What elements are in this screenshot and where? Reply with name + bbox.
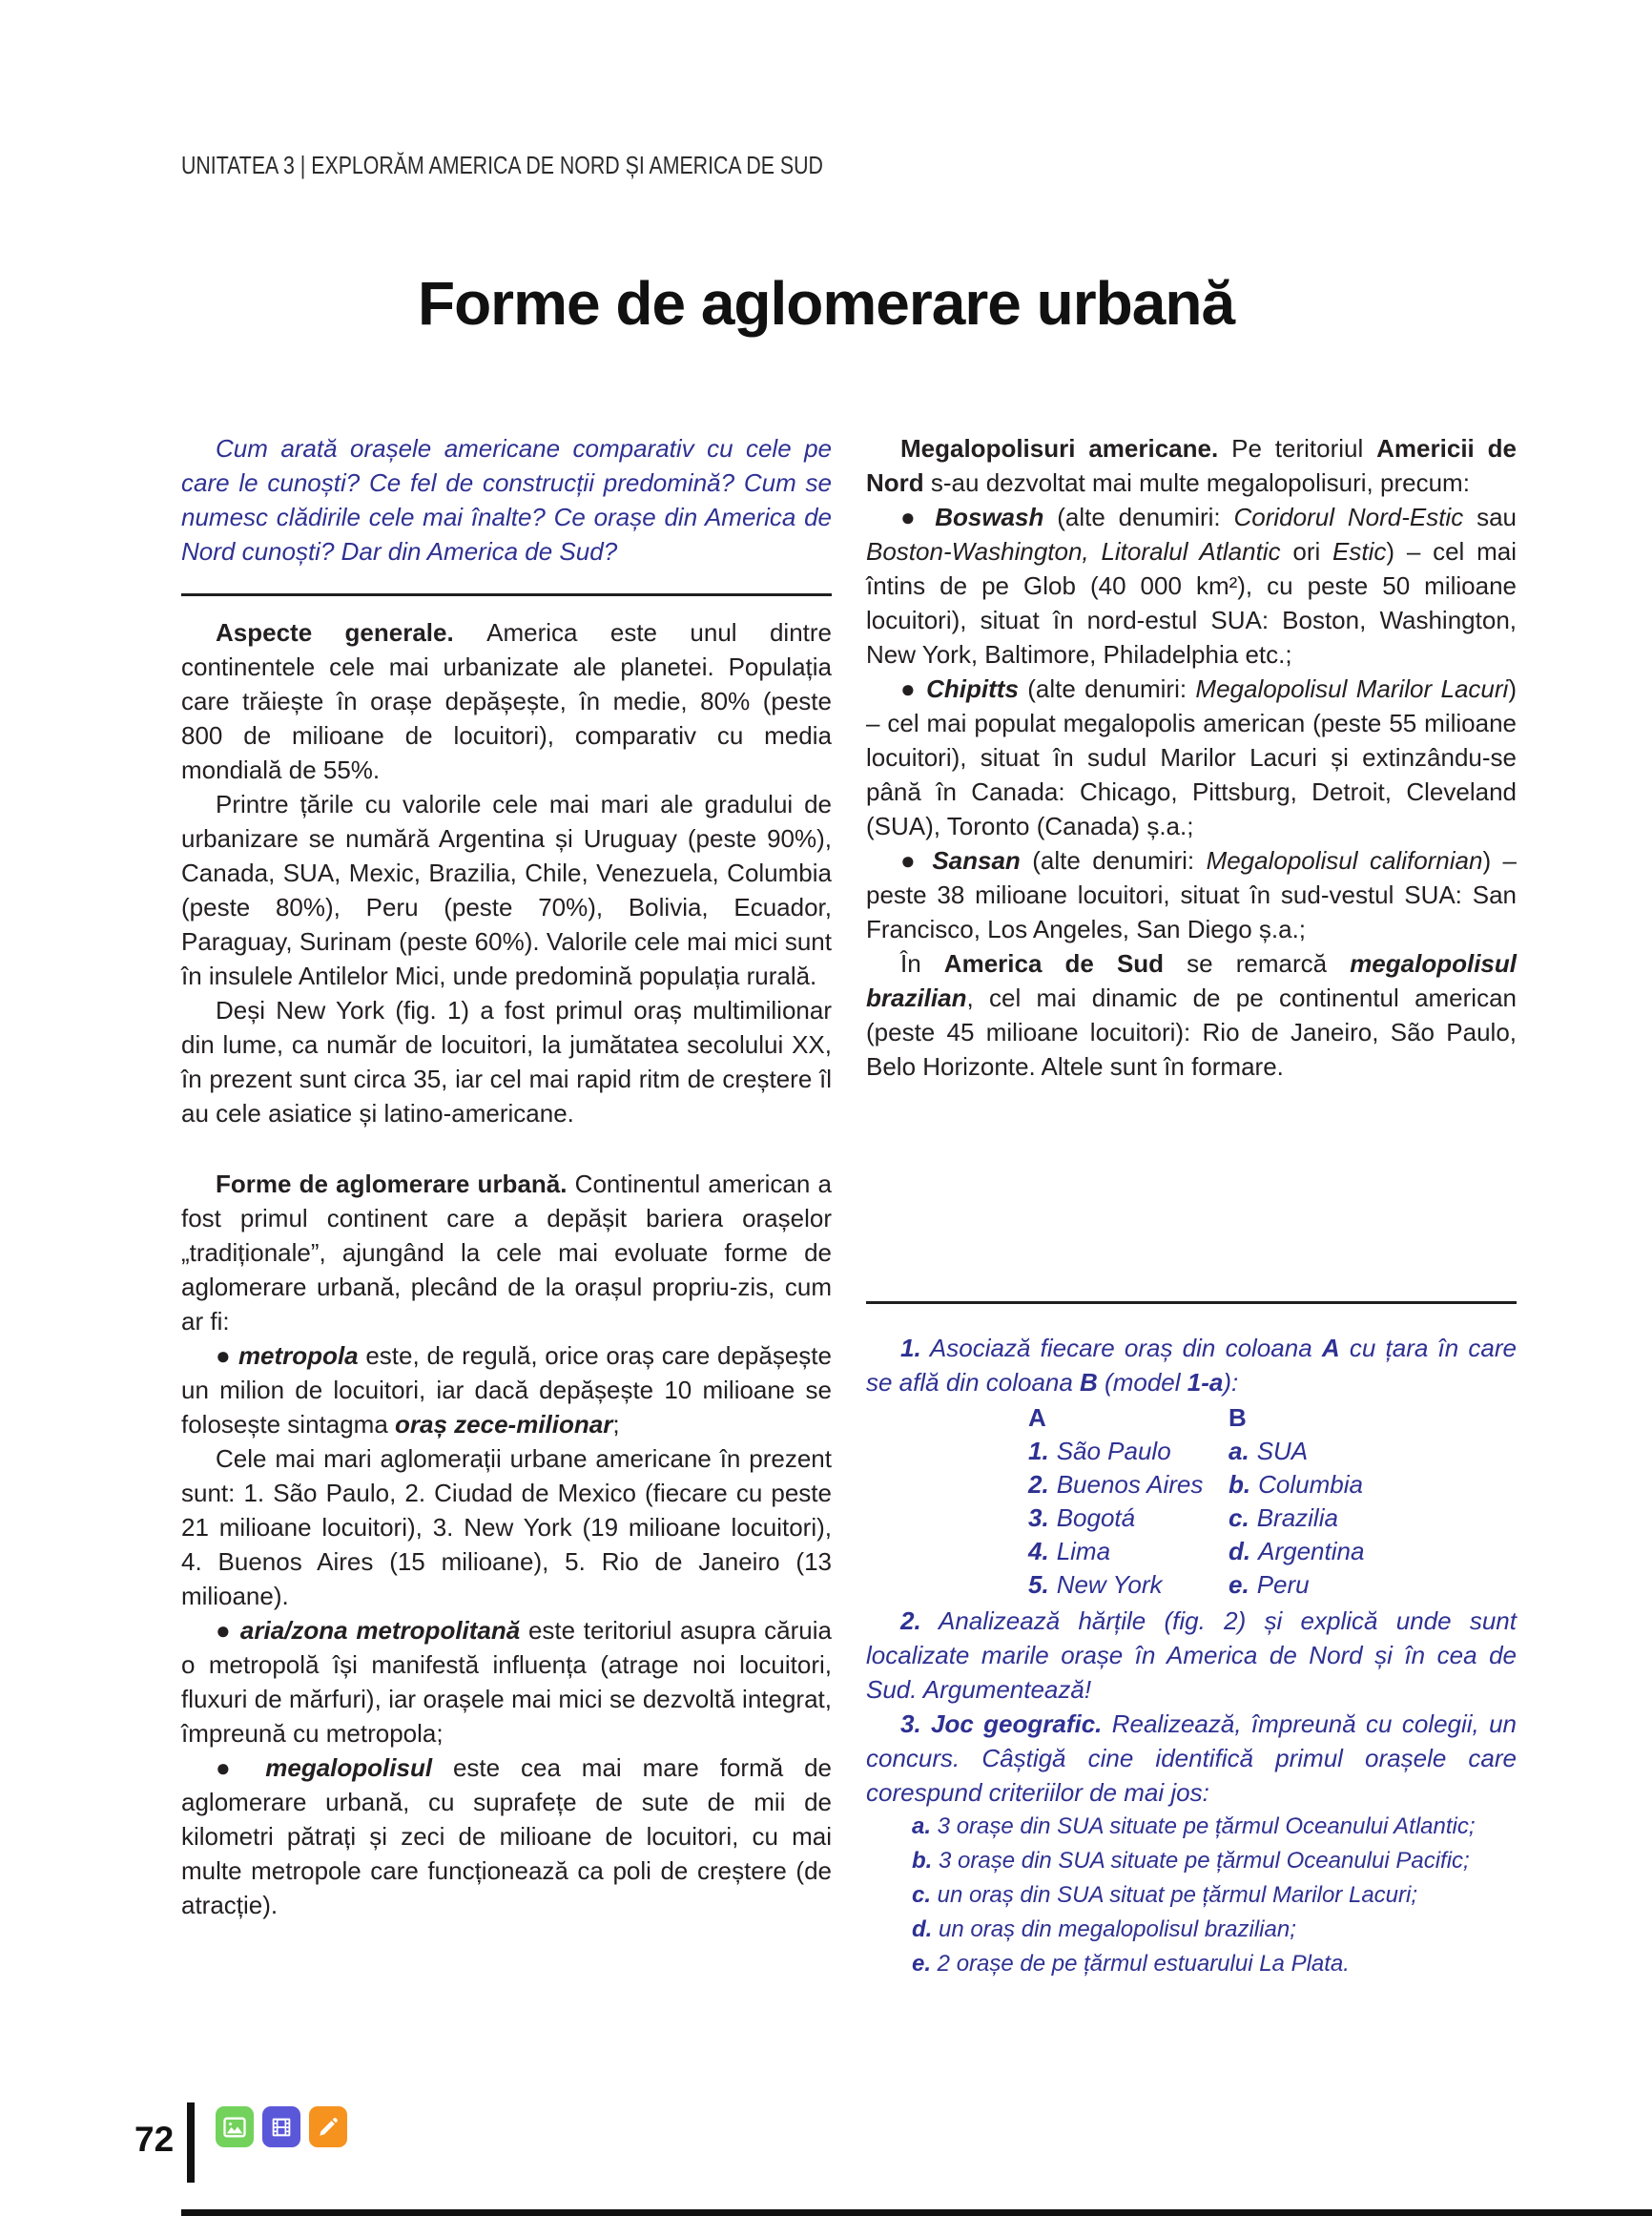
image-icon: [221, 2114, 248, 2141]
country-name: Columbia: [1258, 1470, 1363, 1499]
city-name: New York: [1056, 1570, 1163, 1599]
city-name: São Paulo: [1056, 1437, 1171, 1465]
item-letter: b.: [1229, 1470, 1251, 1499]
left-column: [181, 431, 832, 1981]
pencil-icon: [315, 2114, 341, 2141]
country-name: Peru: [1256, 1570, 1310, 1599]
right-column: [866, 431, 1517, 1981]
city-name: Bogotá: [1056, 1503, 1136, 1532]
item-number: 2.: [1028, 1470, 1049, 1499]
country-name: Argentina: [1258, 1537, 1365, 1565]
country-name: Brazilia: [1256, 1503, 1338, 1532]
intro-questions: Cum arată orașele americane comparativ cu cele pe care le cunoști? Ce fel de construcții predomină? Cum se numesc clădirile cele mai înalte? Ce orașe din America de Nord cunoști? Dar din America de Sud?: [181, 434, 832, 566]
item-number: 3.: [1028, 1503, 1049, 1532]
item-number: 5.: [1028, 1570, 1049, 1599]
city-name: Lima: [1056, 1537, 1111, 1565]
match-table-row: [1028, 1468, 1517, 1501]
divider: [866, 1301, 1517, 1304]
country-name: SUA: [1256, 1437, 1309, 1465]
paragraph-forme-de-aglomerare: Forme de aglomerare urbană. Continentul american a fost primul continent care a depășit bariera orașelor „tradiționale”, ajungând la cele mai evoluate forme de aglomerare urbană, plecând de la orașul propriu-zis, cum ar fi:: [181, 1170, 832, 1336]
column-a-header: A: [1028, 1403, 1046, 1432]
item-letter: e.: [1229, 1570, 1249, 1599]
image-media-button[interactable]: [216, 2106, 254, 2147]
paragraph-aspecte-generale: Aspecte generale. America este unul dintre continentele cele mai urbanizate ale planetei. Populația care trăiește în orașe depășește, în medie, 80% (peste 800 de milioane de locuitori), comparativ cu media mondială de 55%.: [181, 618, 832, 784]
footer-vertical-bar: [187, 2102, 195, 2183]
unit-header: UNITATEA 3 | EXPLORĂM AMERICA DE NORD ȘI AMERICA DE SUD: [181, 151, 823, 179]
exercise-2: 2. Analizează hărțile (fig. 2) și explică unde sunt localizate marile orașe în America de Nord și în cea de Sud. Argumentează!: [866, 1606, 1517, 1704]
item-number: 1.: [1028, 1437, 1049, 1465]
criteria-item-e: e. 2 orașe de pe țărmul estuarului La Plata.: [912, 1951, 1350, 1977]
pencil-media-button[interactable]: [309, 2106, 347, 2147]
divider: [181, 593, 832, 596]
bullet-metropola: ● metropola este, de regulă, orice oraș care depășește un milion de locuitori, iar dacă depășește 10 milioane se folosește sintagma oraș zece-milionar;: [181, 1341, 832, 1439]
column-b-header: B: [1229, 1403, 1247, 1432]
exercises-section: [866, 1331, 1517, 1981]
paragraph-america-de-sud: În America de Sud se remarcă megalopolisul brazilian, cel mai dinamic de pe continentul american (peste 45 milioane locuitori): Rio de Janeiro, São Paulo, Belo Horizonte. Altele sunt în formare.: [866, 949, 1517, 1081]
criteria-item-a: a. 3 orașe din SUA situate pe țărmul Oceanului Atlantic;: [912, 1813, 1476, 1839]
bullet-megalopolisul: ● megalopolisul este cea mai mare formă de aglomerare urbană, cu suprafețe de sute de mii de kilometri pătrați și zeci de milioane de locuitori, cu mai multe metropole care funcționează ca poli de creștere (de atracție).: [181, 1753, 832, 1919]
paragraph-cele-mai-mari: Cele mai mari aglomerații urbane americane în prezent sunt: 1. São Paulo, 2. Ciudad de Mexico (fiecare cu peste 21 milioane locuitori), 3. New York (19 milioane locuitori), 4. Buenos Aires (15 milioane), 5. Rio de Janeiro (13 milioane).: [181, 1444, 832, 1610]
paragraph-megalopolisuri-americane: Megalopolisuri americane. Pe teritoriul Americii de Nord s-au dezvoltat mai multe megalopolisuri, precum:: [866, 434, 1517, 497]
film-icon: [268, 2114, 295, 2141]
two-column-layout: [181, 431, 1517, 1981]
bullet-sansan: ● Sansan (alte denumiri: Megalopolisul californian) – peste 38 milioane locuitori, situat în sud-vestul SUA: San Francisco, Los Angeles, San Diego ș.a.;: [866, 846, 1517, 943]
bullet-chipitts: ● Chipitts (alte denumiri: Megalopolisul Marilor Lacuri) – cel mai populat megalopolis american (peste 55 milioane locuitori), situat în sudul Marilor Lacuri și extinzându-se până în Canada: Chicago, Pittsburg, Detroit, Cleveland (SUA), Toronto (Canada) ș.a.;: [866, 674, 1517, 840]
bullet-aria-zona-metropolitana: ● aria/zona metropolitană este teritoriul asupra căruia o metropolă își manifestă influența (atrage noi locuitori, fluxuri de mărfuri), iar orașele mai mici se dezvoltă integrat, împreună cu metropola;: [181, 1616, 832, 1748]
match-table-row: [1028, 1501, 1517, 1535]
exercise-3: 3. Joc geografic. Realizează, împreună cu colegii, un concurs. Câștigă cine identifică primul orașele care corespund criteriilor de mai jos:: [866, 1709, 1518, 1807]
page-number: 72: [134, 2120, 175, 2159]
city-name: Buenos Aires: [1056, 1470, 1204, 1499]
match-table-row: [1028, 1435, 1517, 1468]
criteria-item-d: d. un oraș din megalopolisul brazilian;: [912, 1916, 1296, 1942]
match-table-header-row: [1028, 1401, 1517, 1435]
bullet-boswash: ● Boswash (alte denumiri: Coridorul Nord-Estic sau Boston-Washington, Litoralul Atlantic ori Estic) – cel mai întins de pe Glob (40 000 km²), cu peste 50 milioane locuitori), situat în nord-estul SUA: Boston, Washington, New York, Baltimore, Philadelphia etc.;: [866, 503, 1517, 669]
exercise-1: 1. Asociază fiecare oraș din coloana A cu țara în care se află din coloana B (model 1-a):: [866, 1334, 1517, 1397]
item-letter: d.: [1229, 1537, 1251, 1565]
item-number: 4.: [1028, 1537, 1049, 1565]
paragraph-desi-new-york: Deși New York (fig. 1) a fost primul oraș multimilionar din lume, ca număr de locuitori, la jumătatea secolului XX, în prezent sunt circa 35, iar cel mai rapid ritm de creștere îl au cele asiatice și latino-americane.: [181, 996, 832, 1128]
criteria-item-b: b. 3 orașe din SUA situate pe țărmul Oceanului Pacific;: [912, 1848, 1470, 1874]
item-letter: a.: [1229, 1437, 1249, 1465]
match-table: [1028, 1401, 1517, 1602]
media-buttons: [216, 2106, 347, 2147]
match-table-row: [1028, 1535, 1517, 1568]
criteria-item-c: c. un oraș din SUA situat pe țărmul Marilor Lacuri;: [912, 1882, 1418, 1908]
bottom-page-rule: [181, 2209, 1652, 2216]
film-media-button[interactable]: [262, 2106, 300, 2147]
page-title: Forme de aglomerare urbană: [417, 268, 1235, 338]
exercise-3-criteria-list: [866, 1810, 1517, 1981]
item-letter: c.: [1229, 1503, 1249, 1532]
paragraph-printre-tarile: Printre țările cu valorile cele mai mari ale gradului de urbanizare se numără Argentina și Uruguay (peste 90%), Canada, SUA, Mexic, Brazilia, Chile, Venezuela, Columbia (peste 80%), Peru (peste 70%), Bolivia, Ecuador, Paraguay, Surinam (peste 60%). Valorile cele mai mici sunt în insulele Antilelor Mici, unde predomină populația rurală.: [181, 790, 832, 990]
match-table-row: [1028, 1568, 1517, 1602]
